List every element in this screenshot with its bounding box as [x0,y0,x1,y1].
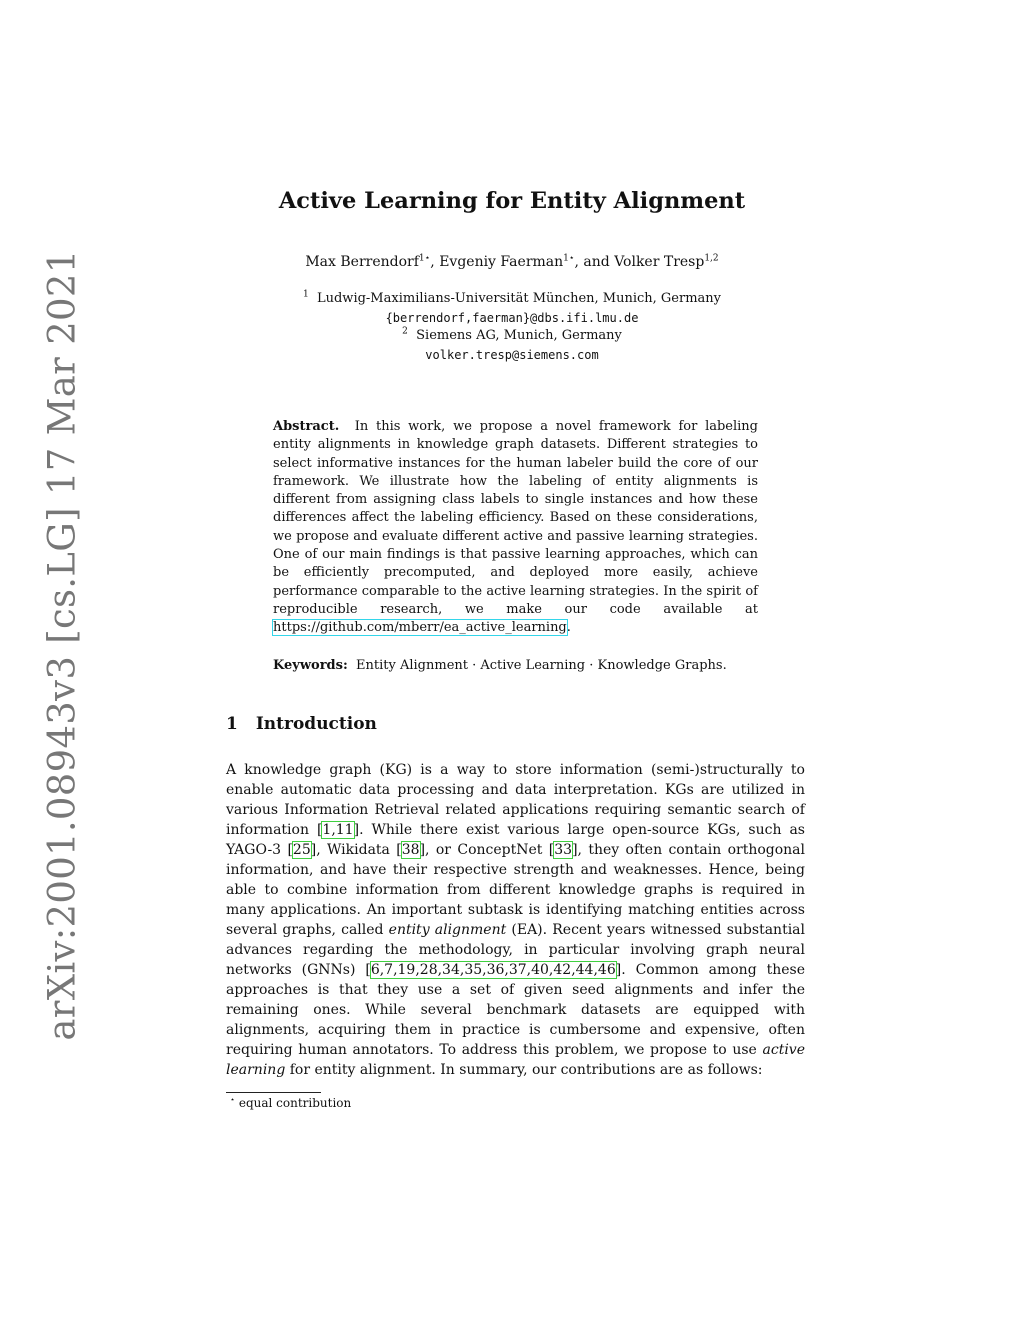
abstract-text: In this work, we propose a novel framework for labeling entity alignments in knowledge graph datasets. Different strategies to select informative instances for the human labeler build the core of our framework. We illustrate how the labeling of entity alignments is different from assigning class labels to single instances and how these differences affect the labeling efficiency. Based on these considerations, we propose and evaluate different active and passive learning strategies. One of our main findings is that passive learning approaches, which can be efficiently precomputed, and deployed more easily, achieve performance comparable to the active learning strategies. In the spirit of reproducible research, we make our code available at [273,419,759,617]
keywords [273,658,758,673]
footnote-text: equal contribution [238,1096,352,1110]
affiliation-line [0,290,1024,309]
affiliation-number: 1 [302,289,309,300]
affiliation-name: Ludwig-Maximilians-Universität München, Munich, Germany [316,291,722,306]
author-name: Evgeniy Faerman [439,254,564,270]
affiliation-email: {berrendorf,faerman}@dbs.ifi.lmu.de [385,310,639,325]
affiliation-number: 2 [402,326,408,337]
affiliation-line [0,327,1024,346]
author-affiliation-mark: 1⋆ [418,253,431,264]
citation-link[interactable]: 6,7,19,28,34,35,36,37,40,42,44,46 [370,962,616,978]
section-number: 1 [226,714,238,734]
intro-text: . While there exist various large open-source KGs, such as YAGO-3 [226,822,805,858]
citation-link[interactable]: 25 [292,842,311,858]
author-name: Volker Tresp [614,254,705,270]
citation-link[interactable]: 38 [401,842,420,858]
intro-emphasis: active learning [226,1042,805,1078]
affiliation-name: Siemens AG, Munich, Germany [416,328,622,343]
section-title: Introduction [255,714,377,734]
paper-title: Active Learning for Entity Alignment [278,188,746,214]
arxiv-identifier: arXiv:2001.08943v3 [cs.LG] 17 Mar 2021 [40,249,84,1041]
intro-emphasis: entity alignment [388,922,507,938]
intro-text: , Wikidata [316,842,390,858]
abstract-label: Abstract. [273,419,340,434]
author-name: Max Berrendorf [305,254,419,270]
affiliations [0,290,1024,364]
author-list [0,254,1024,270]
keywords-text: Entity Alignment · Active Learning · Knowledge Graphs. [356,658,727,673]
footnote-mark: ⋆ [230,1095,236,1104]
intro-text: , they often contain orthogonal information, and have their respective strength and weaknesses. Hence, being able to combine information from different knowledge graphs is required in many applications. An important subtask is identifying matching entities across several graphs, called [226,842,806,938]
intro-text: . Common among these approaches is that they use a set of given seed alignments and infer the remaining ones. While several benchmark datasets are equipped with alignments, acquiring them in practice is cumbersome and expensive, often requiring human annotators. To address this problem, we propose to use [226,962,805,1058]
intro-text: A knowledge graph (KG) is a way to store information (semi-)structurally to enable automatic data processing and data interpretation. KGs are utilized in various Information Retrieval related applications requiring semantic search of information [226,762,805,838]
footnote [230,1096,351,1110]
author-separator: , [430,254,440,270]
abstract-end: . [566,620,571,636]
author-separator: , and [574,254,615,270]
introduction-paragraph: A knowledge graph (KG) is a way to store information (semi-)structurally to enable automatic data processing and data interpretation. KGs are utilized in various Information Retrieval related applications requiring semantic search of information [1,11]. While there exist various large open-source KGs, such as YAGO-3 [25], Wikidata [38], or ConceptNet [33], they often contain orthogonal information, and have their respective strength and weaknesses. Hence, being able to combine information from different knowledge graphs is required in many applications. An important subtask is identifying matching entities across several graphs, called entity alignment (EA). Recent years witnessed substantial advances regarding the methodology, in particular involving graph neural networks (GNNs) [6,7,19,28,34,35,36,37,40,42,44,46]. Common among these approaches is that they use a set of given seed alignments and infer the remaining ones. While several benchmark datasets are equipped with alignments, acquiring them in practice is cumbersome and expensive, often requiring human annotators. To address this problem, we propose to use active learning for entity alignment. In summary, our contributions are as follows: [226,762,806,1078]
citation-link[interactable]: 1,11 [322,822,354,838]
author-affiliation-mark: 1,2 [704,253,719,264]
intro-text: for entity alignment. In summary, our contributions are as follows: [289,1062,763,1078]
citation-link[interactable]: 33 [554,842,573,858]
affiliation-email: volker.tresp@siemens.com [425,347,599,362]
intro-text: (EA). Recent years witnessed substantial advances regarding the methodology, in particular involving graph neural networks (GNNs) [226,922,805,978]
keywords-label: Keywords: [273,658,348,673]
intro-text: , or ConceptNet [425,842,543,858]
author-affiliation-mark: 1⋆ [563,253,575,264]
section-heading [226,714,377,734]
code-repository-link[interactable]: https://github.com/mberr/ea_active_learning [273,620,567,636]
footnote-rule [226,1092,321,1093]
abstract [273,418,758,638]
